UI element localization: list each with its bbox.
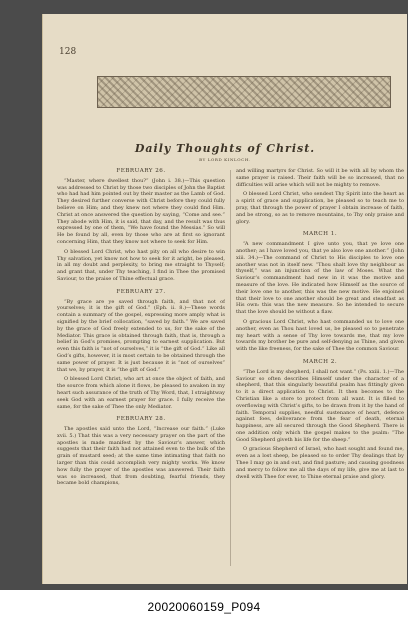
body-paragraph: “Master, where dwellest thou?” (John i. 38.)—This question was addressed to Christ by those two disciples of John the Baptist who had had him pointed out by their master as the Lamb of God. They desired further converse with Christ before they could fully believe on Him; and they knew not where they could find Him. Christ at once answered the question by saying, “Come and see.” They abode with Him, it is said, that day, and the result was thus expressed by one of them, “We have found the Messias.” So will He be found by all, even by those who are at first so ignorant concerning Him, that they know not where to seek for Him. [57, 177, 225, 245]
image-caption: 20020060159_P094 [147, 600, 261, 614]
ornamental-header-band [97, 76, 391, 108]
body-paragraph: O gracious Shepherd of Israel, who hast sought and found me, even as a lost sheep, be pleased so to order Thy dealings that by Thee I may go in and out, and find pasture; and causing goodness and mercy to follow me all the days of my life, give me at last to dwell with Thee for ever, to Thine eternal praise and glory. [236, 446, 404, 480]
body-paragraph: O gracious Lord Christ, who hast commanded us to love one another, even as Thou hast loved us, be pleased so to penetrate my heart with a sense of Thy love towards me, that my love towards my brother be pure and self-denying as Thine, and given with the like freeness, for the sake of Thee the common Saviour. [236, 318, 404, 353]
date-heading: FEBRUARY 28. [116, 416, 166, 423]
date-heading: FEBRUARY 27. [116, 288, 166, 295]
body-paragraph: O blessed Lord Christ, who art at once the object of faith, and the source from which alone it flows, be pleased to awaken in my heart such assurance of the truth of Thy Word, that, I straightway seek God with an earnest prayer for grace. I fully receive the same, for the sake of Thee the only Mediator. [57, 376, 225, 410]
page-number: 128 [59, 47, 77, 57]
body-paragraph: “The Lord is my shepherd, I shall not want.” (Ps. xxiii. 1.)—The Saviour so often describes Himself under the character of a shepherd, that this singularly beautiful psalm has fittingly given to it a direct application to Christ. It then becomes to the Christian like a store to protect from all want. It is filled to overflowing with Christ’s gifts, to be drawn from it by the hand of faith. Temporal supplies, needful sustenance of heart, defence against foes, deliverance from the fear of death, eternal happiness, are all secured through the Good Shepherd. There is one addition only which the gospel makes to the psalm: “The Good Shepherd giveth his life for the sheep.” [236, 368, 404, 443]
article-title: Daily Thoughts of Christ. [134, 142, 316, 155]
article-author: BY LORD KINLOCH. [199, 157, 251, 162]
right-text-column [236, 168, 404, 568]
magazine-page [42, 14, 407, 584]
continued-paragraph: and willing martyrs for Christ. So will it be with all by whom the same prayer is raised. Their faith will be so increased, that no difficulties will arise which will not be mighty to remove. [236, 168, 404, 188]
body-paragraph: “A new commandment I give unto you, that ye love one another; as I have loved you, that ye also love one another.” (John xiii. 34.)—The command of Christ to His disciples to love one another was not in itself new. “Thou shalt love thy neighbour as thyself,” was an injunction of the law of Moses. What the Saviour’s commandment had new in it was the motive and measure of the love. He indicated how Himself as the source of their love one to another, this was the new motive. He enjoined that their love to one another should be great and steadfast as His own: this was the new measure. So he intended to secure that the love should be without a flaw. [236, 241, 404, 316]
body-paragraph: The apostles said unto the Lord, “Increase our faith.” (Luke xvii. 5.) That this was a very necessary prayer on the part of the apostles is made manifest by the Saviour’s answer, which suggests that their faith had not attained even to the bulk of the grain of mustard seed; at the same time intimating that faith no larger than this could accomplish very mighty works. We know how fully the prayer of the apostles was answered. Their faith was so increased, that from doubting, fearful friends, they became bold champions, [57, 426, 225, 487]
body-paragraph: O blessed Lord Christ, who hast pity on all who desire to win Thy salvation, yet know not how to seek for it aright, be pleased, in all my doubt and perplexity, to bring me straight to Thyself; and grant that, under Thy teaching, I find in Thee the promised Saviour, to the praise of Thine effectual grace. [57, 248, 225, 282]
column-divider [230, 170, 231, 566]
date-heading: MARCH 2. [302, 358, 338, 365]
date-heading: MARCH 1. [302, 231, 338, 238]
left-text-column [57, 168, 225, 568]
body-paragraph: “By grace are ye saved through faith, and that not of yourselves; it is the gift of God.” (Eph. ii. 8.)—These words contain a summary of the gospel, expressing more amply what is signified by the brief collocation, “saved by faith.” We are saved by the grace of God freely extended to us, for the sake of the Mediator. This grace is obtained through faith, that is, through a belief in God’s promises, prompting to earnest supplication. But even this faith is “not of ourselves,” it is “the gift of God.” Like all God’s gifts, however, it is most certain to be obtained through the same power of prayer. It is just because it is “not of ourselves” that we, by prayer, it is “the gift of God.” [57, 298, 225, 373]
body-paragraph: O blessed Lord Christ, who sendest Thy Spirit into the heart as a spirit of grace and supplication, be pleased so to teach me to pray, that through the power of prayer I obtain increase of faith, and be strong, so as to remove mountains, to Thy only praise and glory. [236, 191, 404, 225]
date-heading: FEBRUARY 26. [116, 168, 166, 174]
